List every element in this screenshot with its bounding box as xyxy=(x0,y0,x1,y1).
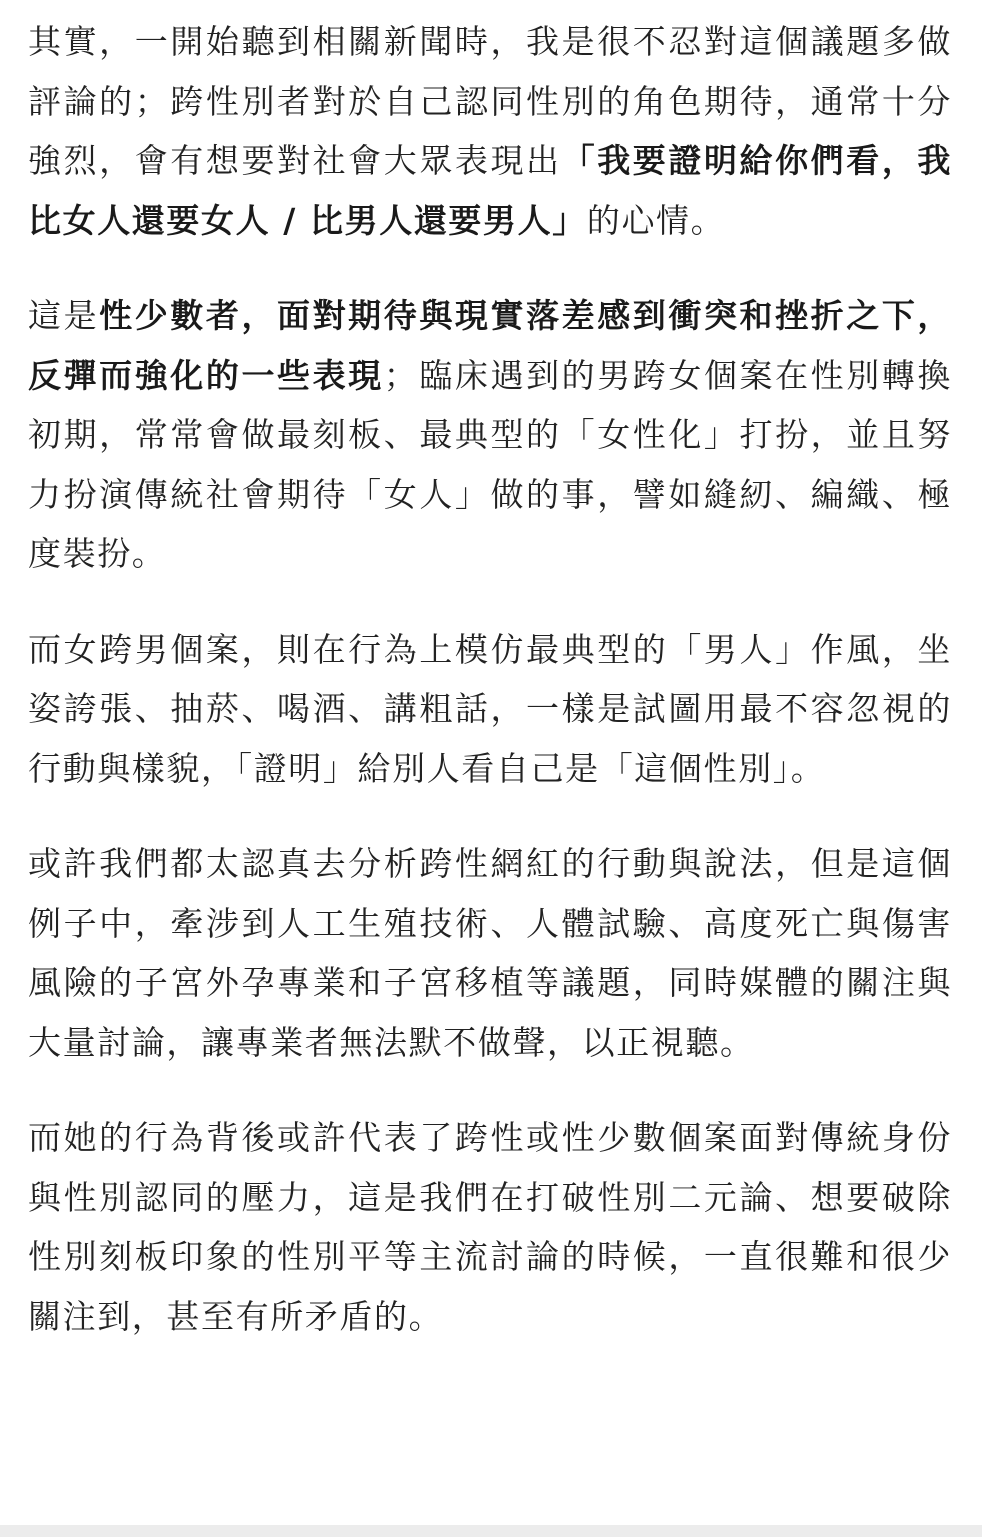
paragraph xyxy=(28,834,952,1072)
paragraph-text: 的心情。 xyxy=(586,200,726,240)
paragraph-text: 其實，一開始聽到相關新聞時，我是很不忍對這個議題多做評論的；跨性別者對於自己認同性別的角色期待，通常十分強烈，會有想要對社會大眾表現出 xyxy=(28,22,952,180)
paragraph-bold-text: 「我要證明給你們看，我比女人還要女人 / 比男人還要男人」 xyxy=(28,141,952,240)
paragraph-text: 而女跨男個案，則在行為上模仿最典型的「男人」作風，坐姿誇張、抽菸、喝酒、講粗話，一樣是試圖用最不容忽視的行動與樣貌，「證明」給別人看自己是「這個性別」。 xyxy=(28,629,952,788)
paragraph xyxy=(28,1108,952,1346)
article-body xyxy=(28,12,952,1382)
paragraph xyxy=(28,286,952,584)
paragraph-text: ；臨床遇到的男跨女個案在性別轉換初期，常常會做最刻板、最典型的「女性化」打扮，並且努力扮演傳統社會期待「女人」做的事，譬如縫紉、編織、極度裝扮。 xyxy=(28,355,952,573)
paragraph-text: 這是 xyxy=(28,296,100,335)
paragraph xyxy=(28,620,952,799)
paragraph-text: 而她的行為背後或許代表了跨性或性少數個案面對傳統身份與性別認同的壓力，這是我們在打破性別二元論、想要破除性別刻板印象的性別平等主流討論的時候，一直很難和很少關注到，甚至有所矛盾的。 xyxy=(28,1118,952,1336)
paragraph-bold-text: 性少數者，面對期待與現實落差感到衝突和挫折之下，反彈而強化的一些表現 xyxy=(28,296,952,395)
paragraph xyxy=(28,12,952,250)
bottom-divider xyxy=(0,1525,982,1537)
paragraph-text: 或許我們都太認真去分析跨性網紅的行動與說法，但是這個例子中，牽涉到人工生殖技術、人體試驗、高度死亡與傷害風險的子宮外孕專業和子宮移植等議題，同時媒體的關注與大量討論，讓專業者無法默不做聲，以正視聽。 xyxy=(28,844,952,1062)
